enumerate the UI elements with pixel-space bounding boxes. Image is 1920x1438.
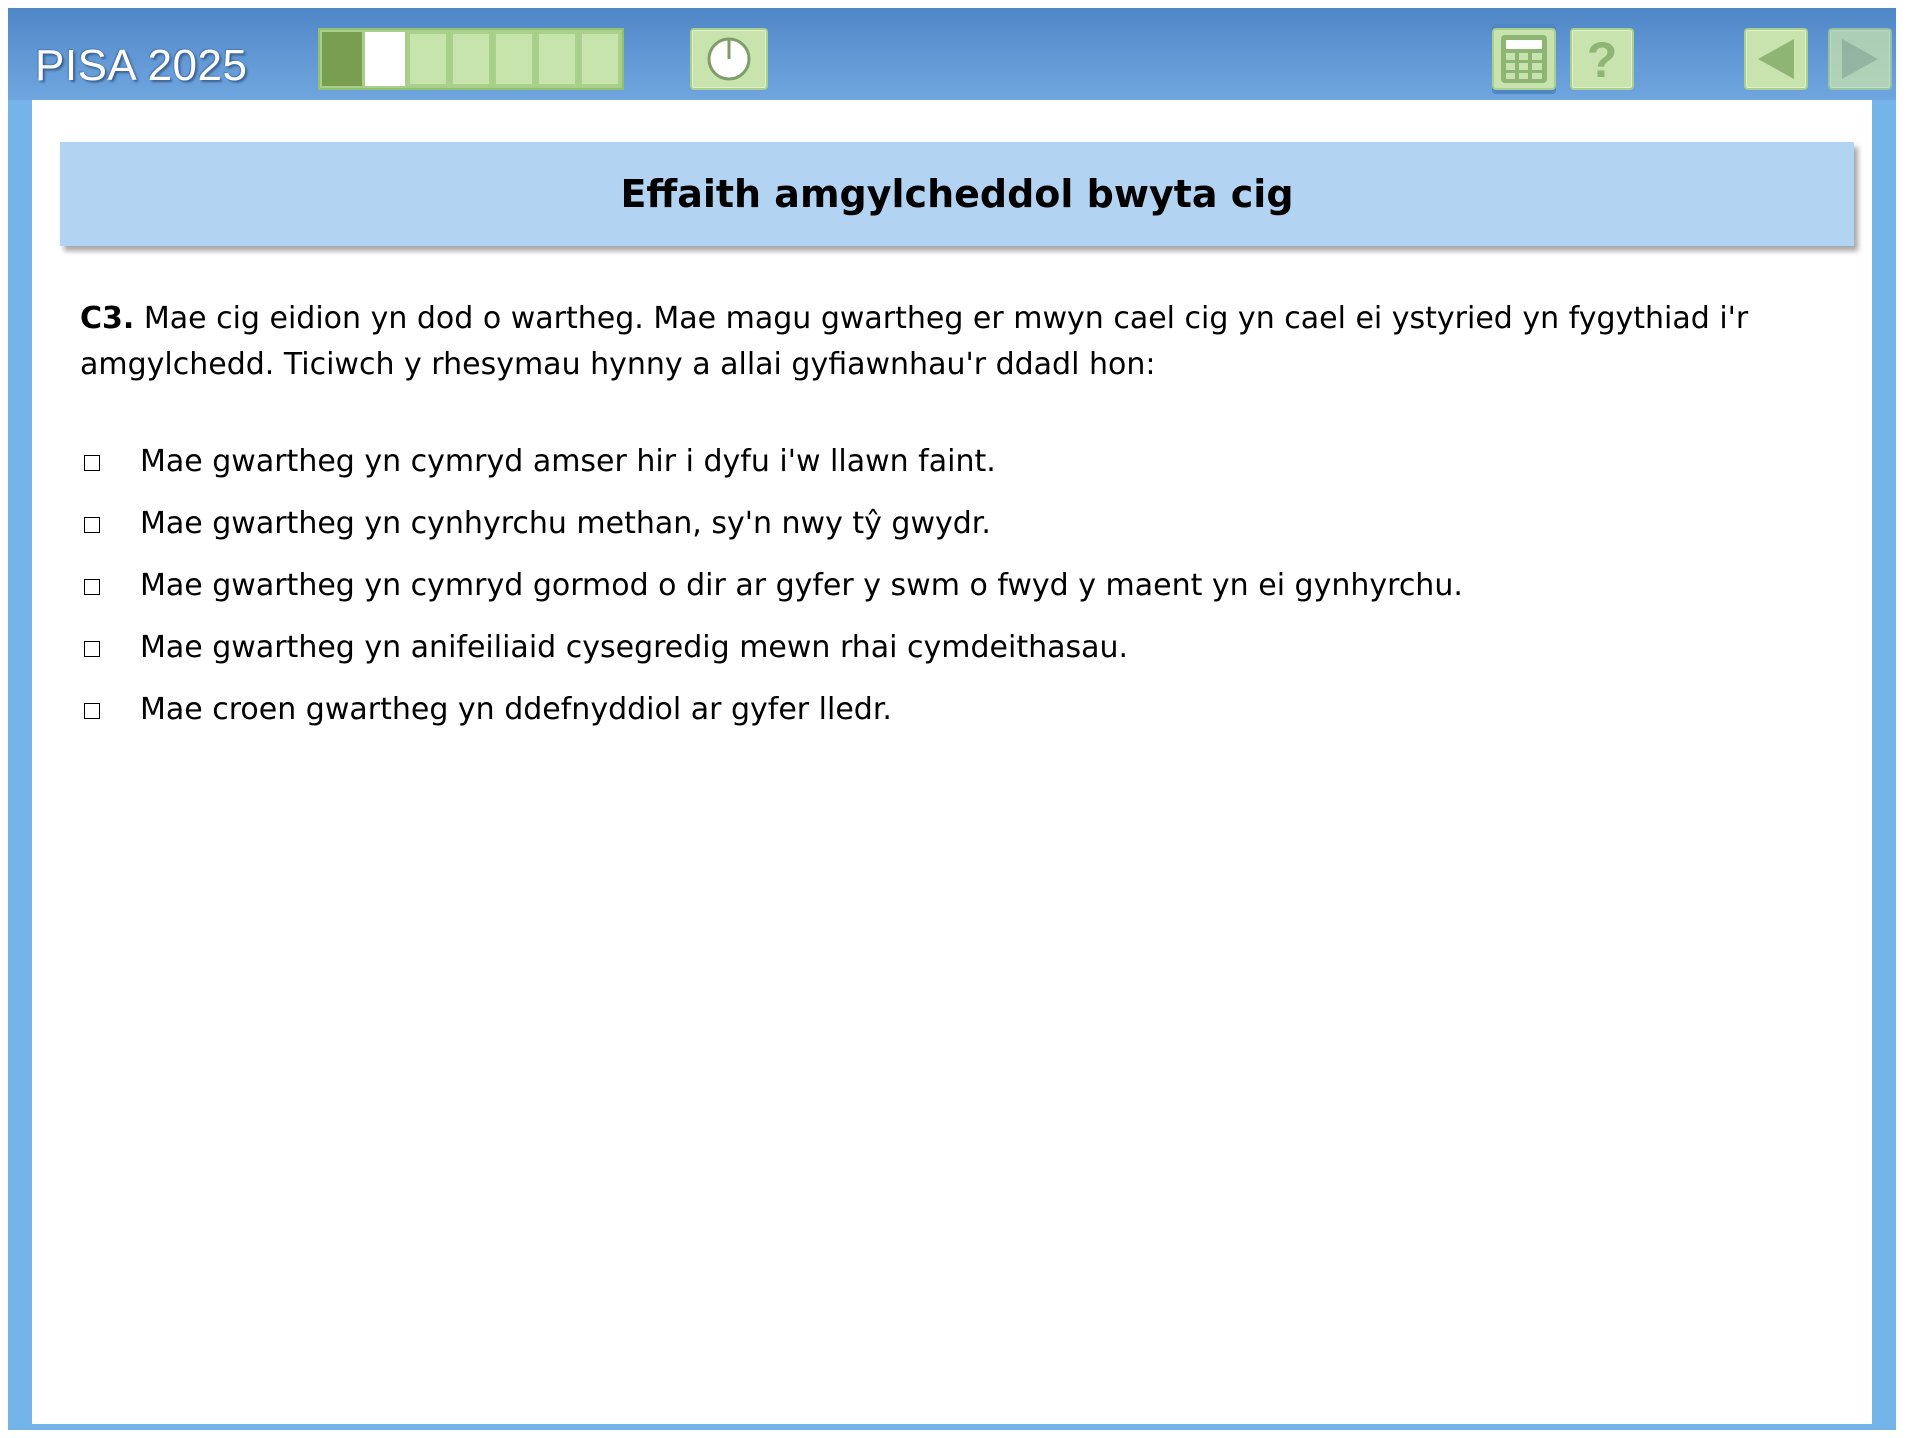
- checkbox[interactable]: [84, 703, 100, 719]
- calculator-button-face: [1492, 28, 1556, 90]
- question-stem: [80, 296, 1820, 388]
- app-frame: [8, 8, 1896, 1430]
- next-arrow-icon: [1838, 36, 1882, 82]
- progress-segment: [580, 32, 620, 86]
- timer-button[interactable]: [690, 28, 768, 90]
- progress-segment: [365, 32, 405, 86]
- option-4[interactable]: [80, 616, 1820, 678]
- calculator-icon: [1499, 33, 1549, 85]
- option-5[interactable]: [80, 678, 1820, 740]
- calculator-button[interactable]: [1492, 24, 1556, 94]
- unit-title: Effaith amgylcheddol bwyta cig: [620, 172, 1294, 216]
- checkbox[interactable]: [84, 641, 100, 657]
- question-number: C3.: [80, 301, 135, 336]
- progress-segment: [408, 32, 448, 86]
- option-1[interactable]: [80, 430, 1820, 492]
- checkbox[interactable]: [84, 517, 100, 533]
- option-label: Mae gwartheg yn cymryd amser hir i dyfu i'w llawn faint.: [140, 443, 996, 479]
- svg-text:?: ?: [1586, 33, 1618, 85]
- timer-icon: [705, 35, 753, 83]
- option-3[interactable]: [80, 554, 1820, 616]
- option-label: Mae gwartheg yn cymryd gormod o dir ar gyfer y swm o fwyd y maent yn ei gynhyrchu.: [140, 567, 1463, 603]
- option-2[interactable]: [80, 492, 1820, 554]
- progress-bar: [318, 28, 624, 90]
- next-button[interactable]: [1828, 28, 1892, 90]
- progress-segment: [537, 32, 577, 86]
- unit-title-bar: [60, 142, 1854, 246]
- checkbox[interactable]: [84, 455, 100, 471]
- help-button[interactable]: [1570, 28, 1634, 90]
- top-toolbar: [8, 8, 1896, 100]
- progress-segment: [322, 32, 362, 86]
- progress-segment: [494, 32, 534, 86]
- back-button[interactable]: [1744, 28, 1808, 90]
- option-label: Mae gwartheg yn cynhyrchu methan, sy'n nwy tŷ gwydr.: [140, 505, 991, 541]
- option-label: Mae croen gwartheg yn ddefnyddiol ar gyfer lledr.: [140, 691, 892, 727]
- option-label: Mae gwartheg yn anifeiliaid cysegredig mewn rhai cymdeithasau.: [140, 629, 1129, 665]
- question-text: Mae cig eidion yn dod o wartheg. Mae magu gwartheg er mwyn cael cig yn cael ei ystyried yn fygythiad i'r amgylchedd. Ticiwch y rhesymau hynny a allai gyfiawnhau'r ddadl hon:: [80, 301, 1749, 382]
- help-icon: [1582, 33, 1622, 85]
- progress-segment: [451, 32, 491, 86]
- back-arrow-icon: [1754, 36, 1798, 82]
- checkbox[interactable]: [84, 579, 100, 595]
- content-panel: [32, 100, 1872, 1424]
- brand-title: PISA 2025: [35, 41, 248, 90]
- answer-options: [80, 430, 1820, 740]
